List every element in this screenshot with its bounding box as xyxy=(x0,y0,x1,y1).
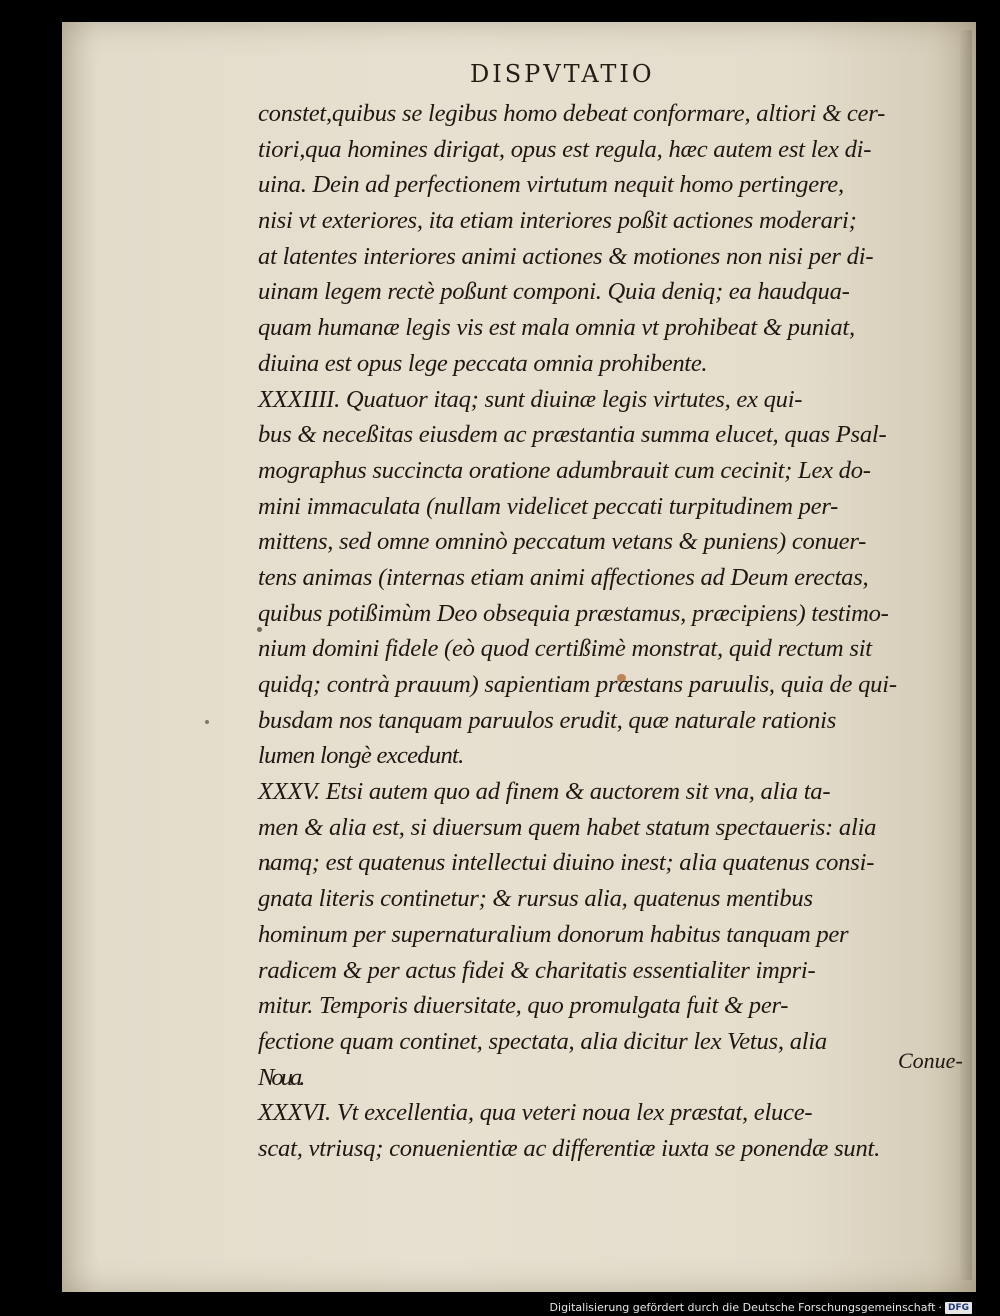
text-line: uinam legem rectè poßunt componi. Quia deniq; ea haudqua- xyxy=(258,278,850,306)
text-line: mini immaculata (nullam videlicet peccati turpitudinem per- xyxy=(258,492,839,520)
text-line: tiori,qua homines dirigat, opus est regula, hæc autem est lex di- xyxy=(258,135,872,163)
text-line: Noua. xyxy=(258,1063,303,1091)
text-line: hominum per supernaturalium donorum habitus tanquam per xyxy=(258,920,849,948)
text-line: gnata literis continetur; & rursus alia, quatenus mentibus xyxy=(258,885,813,913)
text-line: constet,quibus se legibus homo debeat conformare, altiori & cer- xyxy=(258,100,886,127)
paper-speck xyxy=(205,720,209,724)
text-line: tens animas (internas etiam animi affectiones ad Deum erectas, xyxy=(258,563,869,591)
text-line: quibus potißimùm Deo obsequia præstamus, præcipiens) testimo- xyxy=(258,599,889,627)
text-line: nium domini fidele (eò quod certißimè monstrat, quid rectum sit xyxy=(258,635,872,663)
text-line: uina. Dein ad perfectionem virtutum nequit homo pertingere, xyxy=(258,171,844,199)
text-line: fectione quam continet, spectata, alia dicitur lex Vetus, alia xyxy=(258,1027,827,1055)
section-heading-line: XXXIIII. Quatuor itaq; sunt diuinæ legis virtutes, ex qui- xyxy=(258,385,803,413)
text-line: busdam nos tanquam paruulos erudit, quæ naturale rationis xyxy=(258,706,837,734)
text-line: men & alia est, si diuersum quem habet statum spectaueris: alia xyxy=(258,813,877,841)
text-line: namq; est quatenus intellectui diuino inest; alia quatenus consi- xyxy=(258,849,875,877)
text-line: quam humanæ legis vis est mala omnia vt prohibeat & puniat, xyxy=(258,314,855,342)
text-line: lumen longè excedunt. xyxy=(258,742,464,770)
footer-separator: · xyxy=(938,1301,942,1314)
catchword: Conue- xyxy=(898,1048,963,1073)
text-line: bus & neceßitas eiusdem ac præstantia summa elucet, quas Psal- xyxy=(258,421,887,449)
footer-credit xyxy=(550,1301,972,1314)
text-line: mittens, sed omne omninò peccatum vetans & puniens) conuer- xyxy=(258,528,867,556)
text-line: mitur. Temporis diuersitate, quo promulgata fuit & per- xyxy=(258,992,789,1020)
dfg-logo-icon: DFG xyxy=(945,1302,972,1314)
footer-text: Digitalisierung gefördert durch die Deutsche Forschungsgemeinschaft xyxy=(549,1301,936,1314)
text-line: mographus succincta oratione adumbrauit cum cecinit; Lex do- xyxy=(258,456,871,484)
text-line: diuina est opus lege peccata omnia prohibente. xyxy=(258,349,708,377)
section-heading-line: XXXVI. Vt excellentia, qua veteri noua lex præstat, eluce- xyxy=(258,1099,813,1127)
text-line: quidq; contrà prauum) sapientiam præstans paruulis, quia de qui- xyxy=(258,671,897,698)
section-heading-line: XXXV. Etsi autem quo ad finem & auctorem sit vna, alia ta- xyxy=(258,778,831,806)
text-line: radicem & per actus fidei & charitatis essentialiter impri- xyxy=(258,956,816,984)
text-line: at latentes interiores animi actiones & motiones non nisi per di- xyxy=(258,242,874,270)
body-text xyxy=(258,96,978,1167)
text-line: scat, vtriusq; conuenientiæ ac differentiæ iuxta se ponendæ sunt. xyxy=(258,1134,881,1162)
running-head: DISPVTATIO xyxy=(470,60,655,88)
text-line: nisi vt exteriores, ita etiam interiores poßit actiones moderari; xyxy=(258,207,857,235)
